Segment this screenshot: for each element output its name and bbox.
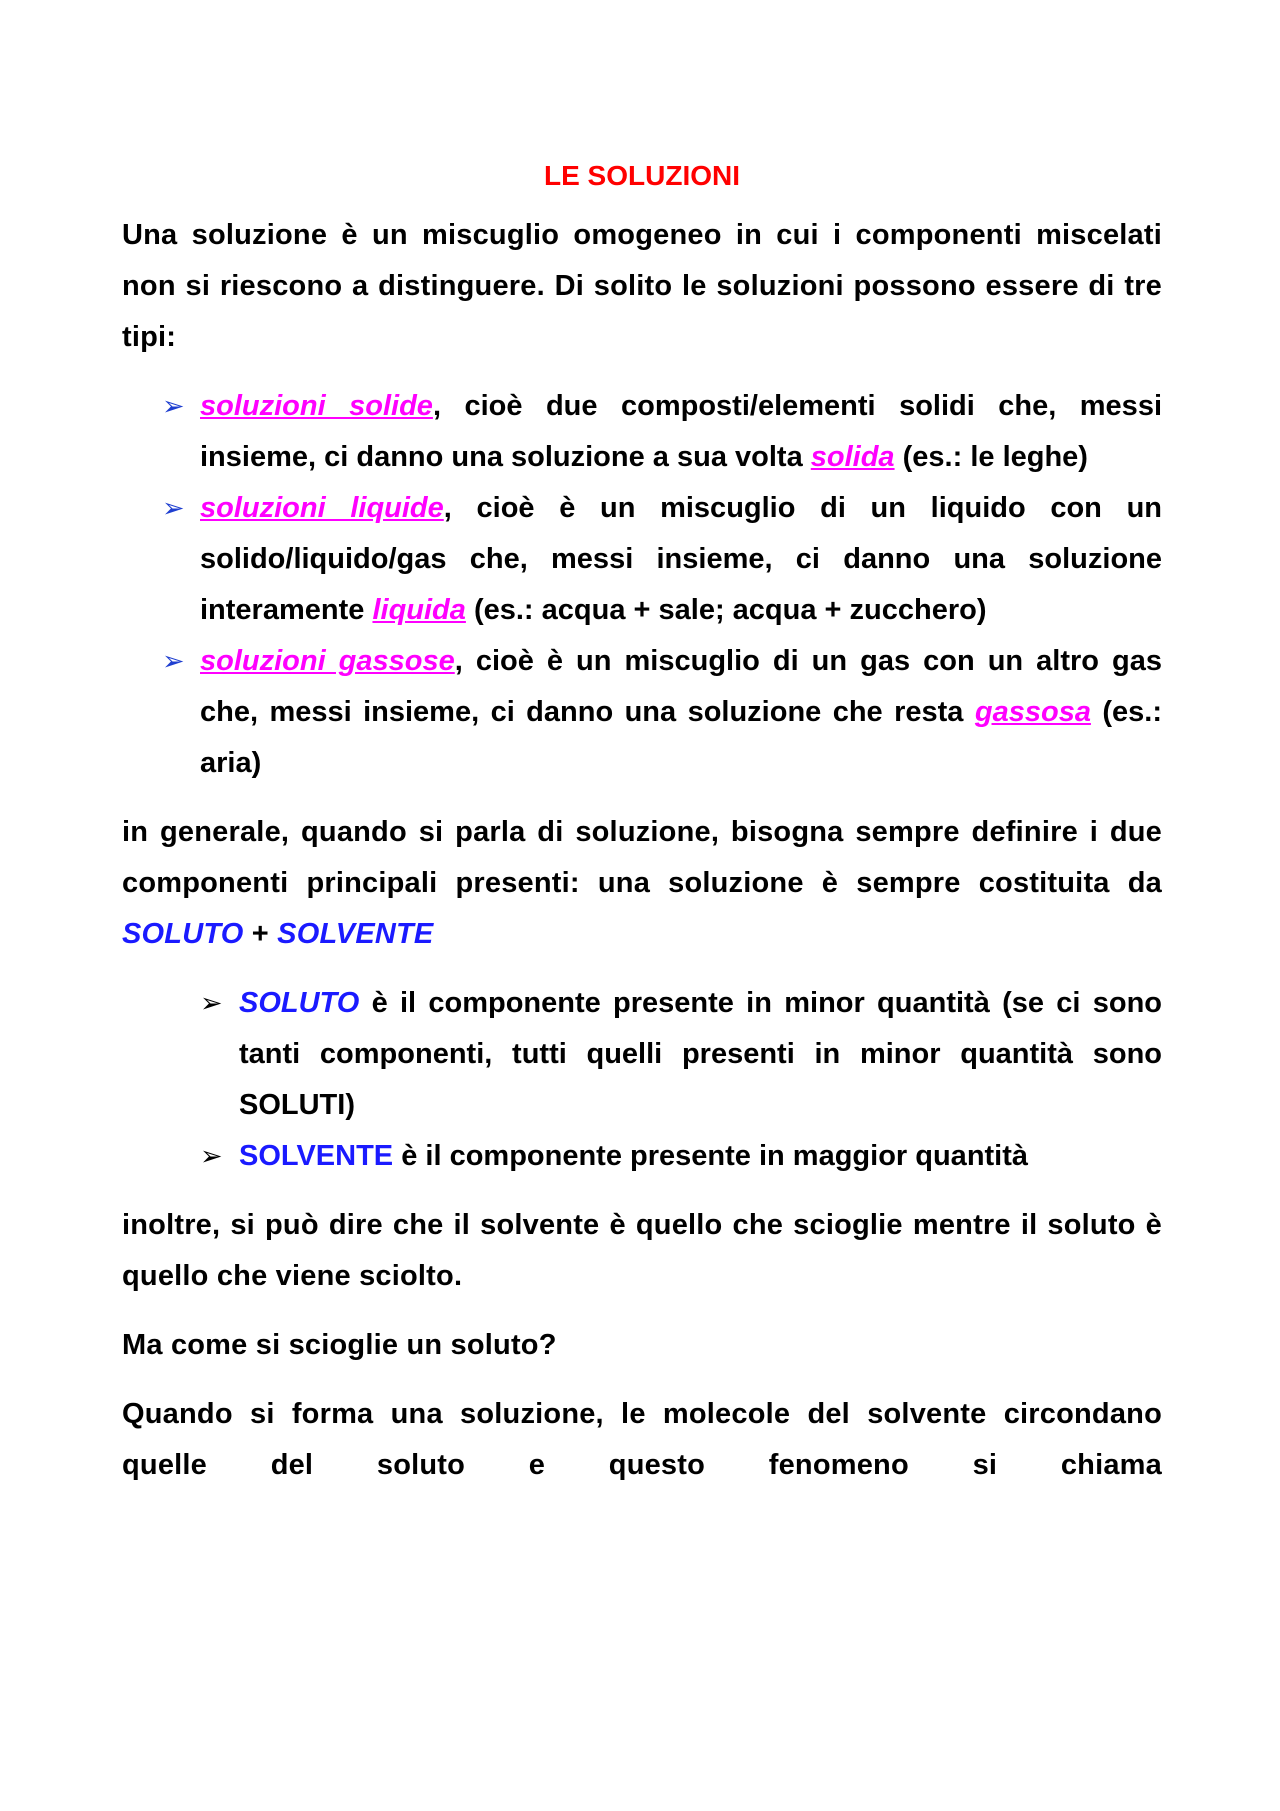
closing-paragraph — [122, 1389, 1162, 1491]
term-soluto: SOLUTO — [122, 918, 244, 950]
item-text: (es.: aria) — [200, 696, 1163, 779]
inoltre-text: inoltre, si può dire che il solvente è quello che scioglie mentre il soluto è quello che viene sciolto. — [122, 1209, 1162, 1292]
components-list — [122, 978, 1162, 1182]
solution-types-list — [122, 381, 1162, 789]
question-text: Ma come si scioglie un soluto? — [122, 1329, 557, 1361]
item-text: , cioè è un miscuglio di un gas con un altro gas che, messi insieme, ci danno una soluzione che resta — [200, 645, 1162, 728]
list-item-solide — [122, 381, 1162, 483]
term-solvente: SOLVENTE — [239, 1140, 394, 1172]
term-soluto: SOLUTO — [239, 987, 360, 1019]
term-solvente: SOLVENTE — [277, 918, 434, 950]
arrow-bullet-icon: ➢ — [162, 493, 185, 524]
item-text: è il componente presente in minor quantità (se ci sono tanti componenti, tutti quelli presenti in minor quantità sono SOLUTI) — [239, 987, 1162, 1121]
plus-sign: + — [243, 918, 278, 950]
inoltre-paragraph — [122, 1200, 1162, 1302]
term-soluzioni-liquide: soluzioni liquide — [200, 492, 444, 524]
highlight-solida: solida — [810, 441, 895, 473]
list-item-solvente — [122, 1131, 1162, 1182]
arrow-bullet-icon: ➢ — [200, 1141, 223, 1172]
arrow-bullet-icon: ➢ — [162, 391, 185, 422]
item-text: (es.: le leghe) — [894, 441, 1088, 473]
term-soluzioni-solide: soluzioni solide — [200, 390, 433, 422]
document-page — [122, 140, 1162, 1509]
term-soluzioni-gassose: soluzioni gassose — [200, 645, 455, 677]
page-title: LE SOLUZIONI — [544, 160, 740, 191]
list-item-gassose — [122, 636, 1162, 789]
item-text: (es.: acqua + sale; acqua + zucchero) — [465, 594, 987, 626]
item-text: , cioè due composti/elementi solidi che, messi insieme, ci danno una soluzione a sua volta — [200, 390, 1162, 473]
question-paragraph — [122, 1320, 1162, 1371]
highlight-liquida: liquida — [372, 594, 466, 626]
closing-text: Quando si forma una soluzione, le molecole del solvente circondano quelle del soluto e questo fenomeno si chiama — [122, 1398, 1162, 1481]
item-text: , cioè è un miscuglio di un liquido con un solido/liquido/gas che, messi insieme, ci danno una soluzione interamente — [200, 492, 1162, 626]
list-item-liquide — [122, 483, 1162, 636]
arrow-bullet-icon: ➢ — [200, 988, 223, 1019]
general-text: in generale, quando si parla di soluzione, bisogna sempre definire i due componenti principali presenti: una soluzione è sempre costituita da — [122, 816, 1162, 899]
list-item-soluto — [122, 978, 1162, 1131]
item-text: è il componente presente in maggior quantità — [393, 1140, 1029, 1172]
highlight-gassosa: gassosa — [974, 696, 1091, 728]
arrow-bullet-icon: ➢ — [162, 646, 185, 677]
general-paragraph — [122, 807, 1162, 960]
intro-paragraph — [122, 210, 1162, 363]
intro-text: Una soluzione è un miscuglio omogeneo in cui i componenti miscelati non si riescono a distinguere. Di solito le soluzioni possono essere di tre tipi: — [122, 219, 1162, 353]
